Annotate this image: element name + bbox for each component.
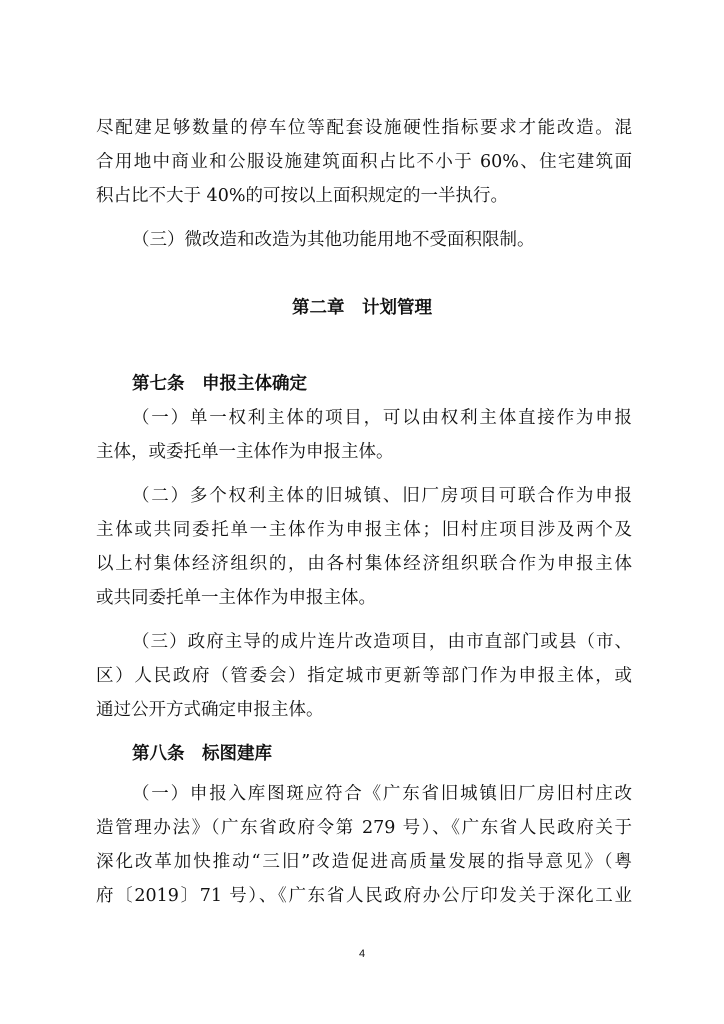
text-line: 通过公开方式确定申报主体。 bbox=[96, 700, 324, 720]
text-line: 造管理办法》（广东省政府令第 279 号）、《广东省人民政府关于 bbox=[96, 818, 632, 838]
text-line: 以上村集体经济组织的，由各村集体经济组织联合作为申报主体 bbox=[96, 554, 632, 574]
text-line: （三）政府主导的成片连片改造项目，由市直部门或县（市、 bbox=[132, 632, 632, 652]
text-line: 区）人民政府（管委会）指定城市更新等部门作为申报主体，或 bbox=[96, 666, 632, 686]
text-line: 主体，或委托单一主体作为申报主体。 bbox=[96, 442, 394, 462]
chapter-title: 第二章 计划管理 bbox=[292, 298, 432, 318]
text-line: 积占比不大于 40%的可按以上面积规定的一半执行。 bbox=[96, 186, 508, 206]
text-line: 合用地中商业和公服设施建筑面积占比不小于 60%、住宅建筑面 bbox=[96, 152, 632, 172]
text-line: （一）申报入库图斑应符合《广东省旧城镇旧厂房旧村庄改 bbox=[132, 784, 632, 804]
text-line: （一）单一权利主体的项目，可以由权利主体直接作为申报 bbox=[132, 408, 632, 428]
text-line: 尽配建足够数量的停车位等配套设施硬性指标要求才能改造。混 bbox=[96, 118, 632, 138]
page-number: 4 bbox=[358, 948, 366, 960]
text-line: （二）多个权利主体的旧城镇、旧厂房项目可联合作为申报 bbox=[132, 486, 632, 506]
text-line: （三）微改造和改造为其他功能用地不受面积限制。 bbox=[132, 230, 535, 250]
text-line: 府〔2019〕71 号）、《广东省人民政府办公厅印发关于深化工业 bbox=[96, 886, 632, 906]
text-line: 深化改革加快推动“三旧”改造促进高质量发展的指导意见》（粤 bbox=[96, 852, 632, 872]
article-heading: 第七条 申报主体确定 bbox=[132, 374, 307, 394]
text-line: 主体或共同委托单一主体作为申报主体；旧村庄项目涉及两个及 bbox=[96, 520, 632, 540]
text-line: 或共同委托单一主体作为申报主体。 bbox=[96, 588, 376, 608]
article-heading: 第八条 标图建库 bbox=[132, 744, 272, 764]
